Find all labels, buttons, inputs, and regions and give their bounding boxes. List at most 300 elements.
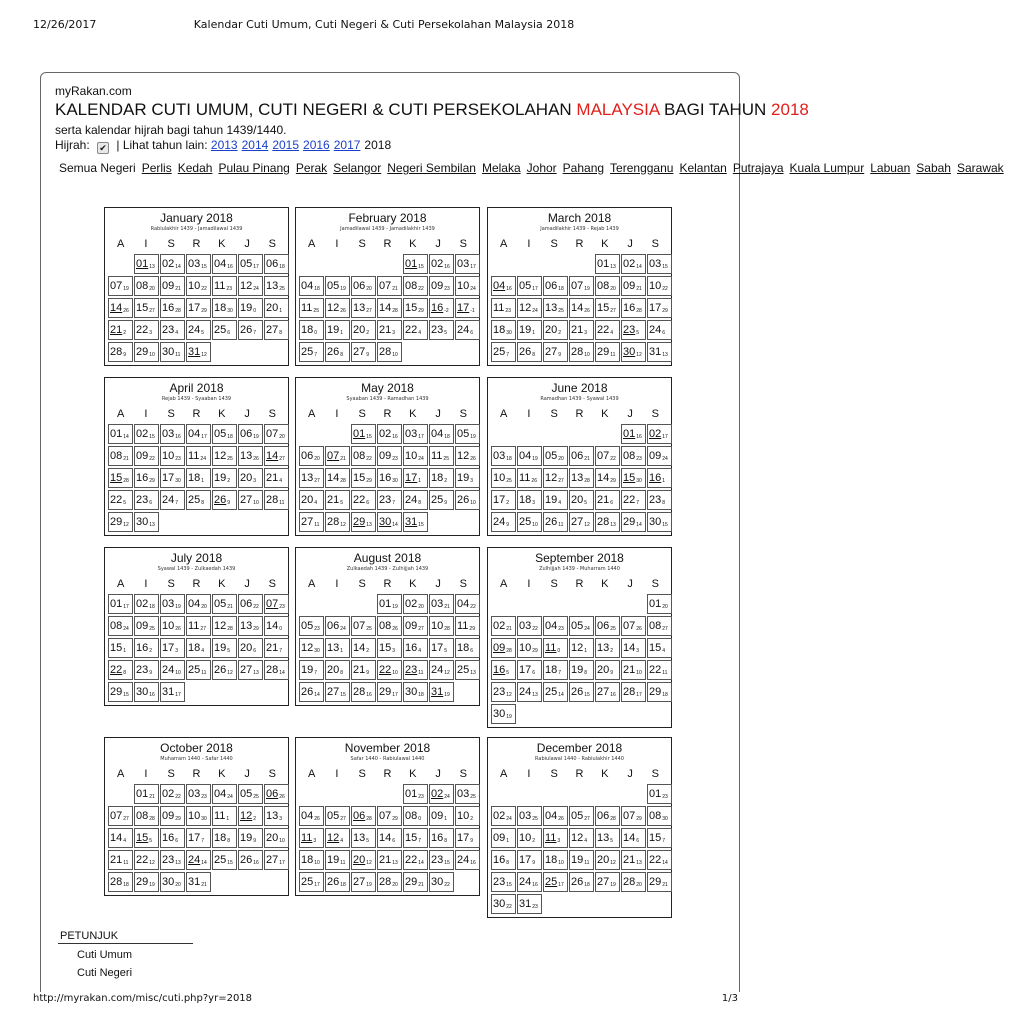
weekday-label: A	[499, 238, 508, 250]
day-cell: $01_{21}$	[134, 784, 159, 804]
month-calendar	[295, 207, 480, 366]
state-link-sarawak[interactable]: Sarawak	[956, 161, 1004, 175]
day-cell: $02_{21}$	[491, 616, 516, 636]
day-cell: $16_{28}$	[621, 298, 646, 318]
day-cell: $27_{11}$	[299, 512, 324, 532]
day-cell: $20_5$	[569, 490, 594, 510]
day-cell: $06_{20}$	[351, 276, 376, 296]
state-link-kedah[interactable]: Kedah	[177, 161, 213, 175]
day-cell: $15_{29}$	[351, 468, 376, 488]
month-title: June 2018	[551, 381, 608, 395]
month-calendar	[487, 207, 672, 366]
day-cell: $11_{29}$	[455, 616, 480, 636]
hijri-month-range: Syawal 1439 - Zulkaedah 1439	[157, 566, 236, 572]
day-cell: $16_8$	[429, 828, 454, 848]
day-cell: $25_{11}$	[186, 660, 211, 680]
state-link-kuala-lumpur[interactable]: Kuala Lumpur	[789, 161, 865, 175]
hijri-month-range: Rabiulawal 1440 - Rabiulakhir 1440	[535, 756, 624, 762]
day-cell: $24_6$	[647, 320, 672, 340]
day-cell: $21_{10}$	[621, 660, 646, 680]
weekday-label: R	[575, 768, 584, 780]
day-cell: $13_{26}$	[238, 446, 263, 466]
day-cell: $30_{15}$	[647, 512, 672, 532]
day-cell: $31_{13}$	[647, 342, 672, 362]
day-cell: $12_{26}$	[455, 446, 480, 466]
title-part1: KALENDAR CUTI UMUM, CUTI NEGERI & CUTI PERSEKOLAHAN	[55, 100, 577, 119]
day-cell: $11_{26}$	[517, 468, 542, 488]
day-cell: $19_8$	[569, 660, 594, 680]
day-cell: $25_{14}$	[543, 682, 568, 702]
day-cell: $06_{18}$	[264, 254, 289, 274]
day-cell: $29_{21}$	[647, 872, 672, 892]
weekday-label: I	[335, 578, 339, 590]
day-cell: $06_{21}$	[569, 446, 594, 466]
weekday-label: S	[459, 578, 468, 590]
weekday-label: S	[651, 578, 660, 590]
day-cell: $22_{12}$	[134, 850, 159, 870]
day-cell: $18_3$	[517, 490, 542, 510]
day-cell: $25_6$	[212, 320, 237, 340]
day-cell: $27_{15}$	[325, 682, 350, 702]
holiday-day-cell: $15_5$	[134, 828, 159, 848]
weekday-label: A	[116, 408, 125, 420]
hijrah-checkbox[interactable]: ✔	[97, 142, 109, 154]
state-link-pahang[interactable]: Pahang	[562, 161, 605, 175]
day-cell: $22_{14}$	[647, 850, 672, 870]
day-cell: $31_{17}$	[160, 682, 185, 702]
year-link-2015[interactable]: 2015	[272, 138, 300, 152]
day-cell: $03_{19}$	[160, 594, 185, 614]
month-calendar	[295, 377, 480, 536]
other-years-label: | Lihat tahun lain:	[116, 138, 208, 152]
empty-cell	[621, 594, 646, 614]
day-cell: $24_5$	[186, 320, 211, 340]
day-cell: $06_{22}$	[238, 594, 263, 614]
day-cell: $24_{10}$	[160, 660, 185, 680]
weekday-label: I	[335, 408, 339, 420]
weekday-label: S	[167, 408, 175, 420]
day-cell: $04_{17}$	[186, 424, 211, 444]
day-cell: $29_{18}$	[647, 682, 672, 702]
day-cell: $04_{24}$	[212, 784, 237, 804]
month-title: November 2018	[344, 741, 431, 755]
day-cell: $05_{21}$	[212, 594, 237, 614]
day-cell: $07_{19}$	[569, 276, 594, 296]
day-cell: $30_{18}$	[403, 682, 428, 702]
empty-cell	[543, 254, 568, 274]
weekday-label: S	[358, 768, 366, 780]
holiday-day-cell: $12_4$	[325, 828, 350, 848]
day-cell: $05_{27}$	[569, 806, 594, 826]
state-link-perak[interactable]: Perak	[295, 161, 328, 175]
weekday-label: R	[192, 578, 201, 590]
day-cell: $03_{25}$	[517, 806, 542, 826]
day-cell: $22_5$	[108, 490, 133, 510]
holiday-day-cell: $17_{-1}$	[455, 298, 480, 318]
day-cell: $26_{18}$	[569, 872, 594, 892]
day-cell: $08_{22}$	[351, 446, 376, 466]
holiday-day-cell: $04_{16}$	[491, 276, 516, 296]
day-cell: $13_{27}$	[299, 468, 324, 488]
day-cell: $23_9$	[134, 660, 159, 680]
holiday-day-cell: $31_{15}$	[403, 512, 428, 532]
day-cell: $06_{25}$	[595, 616, 620, 636]
day-cell: $02_{18}$	[134, 594, 159, 614]
weekday-header	[108, 408, 285, 422]
empty-cell	[595, 594, 620, 614]
day-cell: $02_{20}$	[403, 594, 428, 614]
month-title: August 2018	[353, 551, 422, 565]
day-cell: $11_{25}$	[299, 298, 324, 318]
empty-cell	[325, 424, 350, 444]
day-cell: $21_{13}$	[377, 850, 402, 870]
weekday-label: J	[244, 408, 250, 420]
day-cell: $07_{20}$	[264, 424, 289, 444]
empty-cell	[517, 254, 542, 274]
day-cell: $01_{13}$	[595, 254, 620, 274]
print-footer	[0, 992, 768, 1008]
holiday-day-cell: $02_{17}$	[647, 424, 672, 444]
legend-title: PETUNJUK	[60, 930, 119, 942]
day-cell: $20_{10}$	[264, 828, 289, 848]
weekday-label: S	[550, 238, 558, 250]
day-cell: $28_{10}$	[377, 342, 402, 362]
day-cell: $15_1$	[108, 638, 133, 658]
holiday-day-cell: $22_8$	[108, 660, 133, 680]
day-cell: $22_4$	[595, 320, 620, 340]
month-calendar	[104, 207, 289, 366]
day-cell: $08_{21}$	[108, 446, 133, 466]
day-cell: $08_{23}$	[621, 446, 646, 466]
holiday-day-cell: $12_2$	[238, 806, 263, 826]
day-cell: $19_4$	[543, 490, 568, 510]
day-cell: $09_{21}$	[160, 276, 185, 296]
day-cell: $15_7$	[403, 828, 428, 848]
day-cell: $19_{11}$	[325, 850, 350, 870]
day-grid	[108, 594, 285, 702]
empty-cell	[351, 254, 376, 274]
day-cell: $15_{29}$	[403, 298, 428, 318]
weekday-label: J	[627, 408, 633, 420]
weekday-label: A	[307, 578, 316, 590]
day-cell: $28_{17}$	[621, 682, 646, 702]
holiday-day-cell: $30_{12}$	[621, 342, 646, 362]
day-cell: $05_{27}$	[325, 806, 350, 826]
weekday-header	[108, 238, 285, 252]
day-cell: $26_8$	[325, 342, 350, 362]
day-cell: $22_4$	[403, 320, 428, 340]
weekday-label: K	[409, 768, 417, 780]
day-cell: $19_0$	[238, 298, 263, 318]
weekday-label: S	[459, 768, 468, 780]
day-cell: $09_{27}$	[403, 616, 428, 636]
empty-cell	[595, 784, 620, 804]
empty-cell	[595, 424, 620, 444]
day-cell: $27_9$	[543, 342, 568, 362]
state-link-sabah[interactable]: Sabah	[916, 161, 951, 175]
weekday-label: S	[459, 238, 468, 250]
day-cell: $17_{29}$	[186, 298, 211, 318]
year-link-2013[interactable]: 2013	[210, 138, 238, 152]
month-title: May 2018	[361, 381, 414, 395]
holiday-day-cell: $01_{15}$	[403, 254, 428, 274]
weekday-label: S	[167, 578, 175, 590]
weekday-label: K	[409, 238, 417, 250]
day-cell: $26_7$	[238, 320, 263, 340]
day-cell: $29_{11}$	[595, 342, 620, 362]
weekday-label: R	[192, 768, 201, 780]
empty-cell	[108, 784, 133, 804]
day-cell: $24_6$	[455, 320, 480, 340]
day-cell: $18_1$	[186, 468, 211, 488]
holiday-day-cell: $01_{15}$	[351, 424, 376, 444]
weekday-label: R	[575, 408, 584, 420]
day-cell: $07_{19}$	[108, 276, 133, 296]
day-cell: $20_2$	[351, 320, 376, 340]
holiday-day-cell: $24_{14}$	[186, 850, 211, 870]
legend-divider	[58, 943, 193, 944]
day-cell: $17_5$	[429, 638, 454, 658]
day-cell: $19_{11}$	[569, 850, 594, 870]
weekday-label: S	[358, 238, 366, 250]
state-link-melaka[interactable]: Melaka	[481, 161, 521, 175]
empty-cell	[569, 424, 594, 444]
day-grid	[108, 784, 285, 892]
day-cell: $11_{25}$	[429, 446, 454, 466]
day-cell: $23_{13}$	[160, 850, 185, 870]
weekday-label: K	[218, 238, 226, 250]
day-cell: $04_{16}$	[212, 254, 237, 274]
day-cell: $30_{11}$	[160, 342, 185, 362]
holiday-day-cell: $11_3$	[543, 828, 568, 848]
day-cell: $23_5$	[429, 320, 454, 340]
day-cell: $17_3$	[160, 638, 185, 658]
empty-cell	[491, 254, 516, 274]
day-cell: $01_{23}$	[403, 784, 428, 804]
weekday-label: J	[627, 578, 633, 590]
day-cell: $24_{13}$	[517, 682, 542, 702]
day-cell: $03_{25}$	[455, 784, 480, 804]
holiday-day-cell: $09_{28}$	[491, 638, 516, 658]
weekday-header	[491, 768, 668, 782]
day-cell: $07_{27}$	[108, 806, 133, 826]
weekday-label: R	[383, 238, 392, 250]
weekday-label: I	[335, 238, 339, 250]
weekday-label: A	[499, 408, 508, 420]
day-cell: $19_2$	[212, 468, 237, 488]
day-cell: $07_{22}$	[595, 446, 620, 466]
day-cell: $26_{10}$	[455, 490, 480, 510]
state-link-putrajaya[interactable]: Putrajaya	[732, 161, 784, 175]
weekday-label: A	[307, 408, 316, 420]
empty-cell	[569, 784, 594, 804]
day-cell: $18_8$	[212, 828, 237, 848]
current-year: 2018	[364, 138, 392, 152]
day-grid	[491, 594, 668, 724]
day-cell: $28_{10}$	[569, 342, 594, 362]
day-cell: $09_{29}$	[160, 806, 185, 826]
state-link-johor[interactable]: Johor	[526, 161, 557, 175]
day-cell: $09_{23}$	[377, 446, 402, 466]
day-cell: $21_5$	[325, 490, 350, 510]
day-cell: $18_7$	[543, 660, 568, 680]
day-cell: $09_{23}$	[429, 276, 454, 296]
day-cell: $16_8$	[491, 850, 516, 870]
holiday-day-cell: $15_{28}$	[108, 468, 133, 488]
day-cell: $12_{28}$	[212, 616, 237, 636]
day-cell: $07_{26}$	[621, 616, 646, 636]
day-cell: $25_7$	[491, 342, 516, 362]
day-cell: $11_{23}$	[212, 276, 237, 296]
empty-cell	[517, 424, 542, 444]
day-cell: $06_{24}$	[325, 616, 350, 636]
weekday-header	[299, 768, 476, 782]
holiday-day-cell: $16_5$	[491, 660, 516, 680]
day-cell: $06_{19}$	[238, 424, 263, 444]
day-cell: $17_6$	[517, 660, 542, 680]
weekday-label: I	[144, 768, 148, 780]
day-cell: $10_{29}$	[517, 638, 542, 658]
state-link-labuan[interactable]: Labuan	[870, 161, 911, 175]
weekday-label: K	[409, 408, 417, 420]
day-cell: $15_4$	[647, 638, 672, 658]
state-link-pulau-pinang[interactable]: Pulau Pinang	[218, 161, 290, 175]
day-cell: $06_{20}$	[299, 446, 324, 466]
day-cell: $17_9$	[455, 828, 480, 848]
day-cell: $06_{28}$	[595, 806, 620, 826]
holiday-day-cell: $01_{16}$	[621, 424, 646, 444]
day-cell: $03_{15}$	[186, 254, 211, 274]
weekday-label: S	[167, 238, 175, 250]
day-cell: $02_{15}$	[134, 424, 159, 444]
weekday-label: R	[575, 578, 584, 590]
day-cell: $03_{17}$	[455, 254, 480, 274]
day-cell: $26_{14}$	[299, 682, 324, 702]
day-cell: $28_{18}$	[108, 872, 133, 892]
day-cell: $11_{24}$	[186, 446, 211, 466]
weekday-label: J	[244, 768, 250, 780]
day-cell: $04_{23}$	[543, 616, 568, 636]
holiday-day-cell: $11_3$	[299, 828, 324, 848]
day-cell: $27_9$	[351, 342, 376, 362]
day-cell: $03_{17}$	[403, 424, 428, 444]
month-calendar	[487, 377, 672, 536]
weekday-label: J	[244, 238, 250, 250]
hijri-month-range: Muharram 1440 - Safar 1440	[160, 756, 233, 762]
weekday-label: R	[192, 238, 201, 250]
day-cell: $30_{22}$	[429, 872, 454, 892]
day-cell: $30_{16}$	[134, 682, 159, 702]
day-cell: $17_9$	[517, 850, 542, 870]
day-cell: $21_4$	[264, 468, 289, 488]
weekday-label: S	[358, 578, 366, 590]
day-cell: $14_0$	[264, 616, 289, 636]
day-cell: $28_{12}$	[325, 512, 350, 532]
day-cell: $16_2$	[134, 638, 159, 658]
day-cell: $15_{27}$	[134, 298, 159, 318]
month-calendar	[104, 547, 289, 706]
empty-cell	[543, 424, 568, 444]
state-link-kelantan[interactable]: Kelantan	[679, 161, 727, 175]
day-cell: $29_{10}$	[134, 342, 159, 362]
day-cell: $19_1$	[517, 320, 542, 340]
day-cell: $14_{28}$	[325, 468, 350, 488]
weekday-label: I	[527, 238, 531, 250]
page-subtitle: serta kalendar hijrah bagi tahun 1439/1440.	[55, 123, 287, 137]
day-cell: $22_6$	[351, 490, 376, 510]
empty-cell	[569, 254, 594, 274]
day-cell: $26_{18}$	[325, 872, 350, 892]
hijri-month-range: Ramadhan 1439 - Syawal 1439	[540, 396, 619, 402]
state-link-semua-negeri[interactable]: Semua Negeri	[59, 161, 136, 175]
holiday-day-cell: $14_{26}$	[108, 298, 133, 318]
day-cell: $21_{11}$	[108, 850, 133, 870]
day-grid	[299, 424, 476, 532]
state-link-selangor[interactable]: Selangor	[333, 161, 382, 175]
day-cell: $16_{28}$	[160, 298, 185, 318]
weekday-label: S	[651, 768, 660, 780]
print-url: http://myrakan.com/misc/cuti.php?yr=2018	[33, 993, 253, 1004]
state-link-terengganu[interactable]: Terengganu	[610, 161, 674, 175]
day-cell: $14_{26}$	[569, 298, 594, 318]
day-cell: $14_6$	[377, 828, 402, 848]
weekday-label: A	[116, 578, 125, 590]
holiday-day-cell: $31_{12}$	[186, 342, 211, 362]
month-calendar	[295, 547, 480, 706]
day-cell: $31_{23}$	[517, 894, 542, 914]
day-cell: $23_{12}$	[491, 682, 516, 702]
day-cell: $24_{16}$	[517, 872, 542, 892]
day-cell: $10_{24}$	[455, 276, 480, 296]
year-link-2017[interactable]: 2017	[333, 138, 361, 152]
empty-cell	[517, 594, 542, 614]
day-cell: $20_4$	[299, 490, 324, 510]
day-cell: $08_{20}$	[595, 276, 620, 296]
weekday-label: S	[550, 768, 558, 780]
holiday-day-cell: $23_5$	[621, 320, 646, 340]
state-link-negeri-sembilan[interactable]: Negeri Sembilan	[387, 161, 476, 175]
weekday-label: J	[627, 768, 633, 780]
day-cell: $19_1$	[325, 320, 350, 340]
day-cell: $13_5$	[595, 828, 620, 848]
year-link-2014[interactable]: 2014	[241, 138, 269, 152]
weekday-label: A	[499, 578, 508, 590]
holiday-day-cell: $21_2$	[108, 320, 133, 340]
empty-cell	[491, 594, 516, 614]
state-link-perlis[interactable]: Perlis	[141, 161, 172, 175]
day-cell: $26_{16}$	[238, 850, 263, 870]
day-cell: $10_{22}$	[647, 276, 672, 296]
weekday-label: S	[358, 408, 366, 420]
day-cell: $20_2$	[543, 320, 568, 340]
day-cell: $05_{17}$	[238, 254, 263, 274]
day-cell: $20_6$	[238, 638, 263, 658]
weekday-label: S	[268, 768, 277, 780]
day-cell: $20_9$	[595, 660, 620, 680]
day-cell: $10_{30}$	[186, 806, 211, 826]
day-cell: $03_{22}$	[517, 616, 542, 636]
day-cell: $05_{18}$	[212, 424, 237, 444]
day-grid	[491, 424, 668, 532]
day-cell: $14_4$	[108, 828, 133, 848]
year-link-2016[interactable]: 2016	[303, 138, 330, 152]
day-cell: $03_{23}$	[186, 784, 211, 804]
weekday-label: S	[651, 408, 660, 420]
weekday-header	[299, 238, 476, 252]
holiday-day-cell: $16_1$	[647, 468, 672, 488]
empty-cell	[325, 254, 350, 274]
day-cell: $27_8$	[264, 320, 289, 340]
